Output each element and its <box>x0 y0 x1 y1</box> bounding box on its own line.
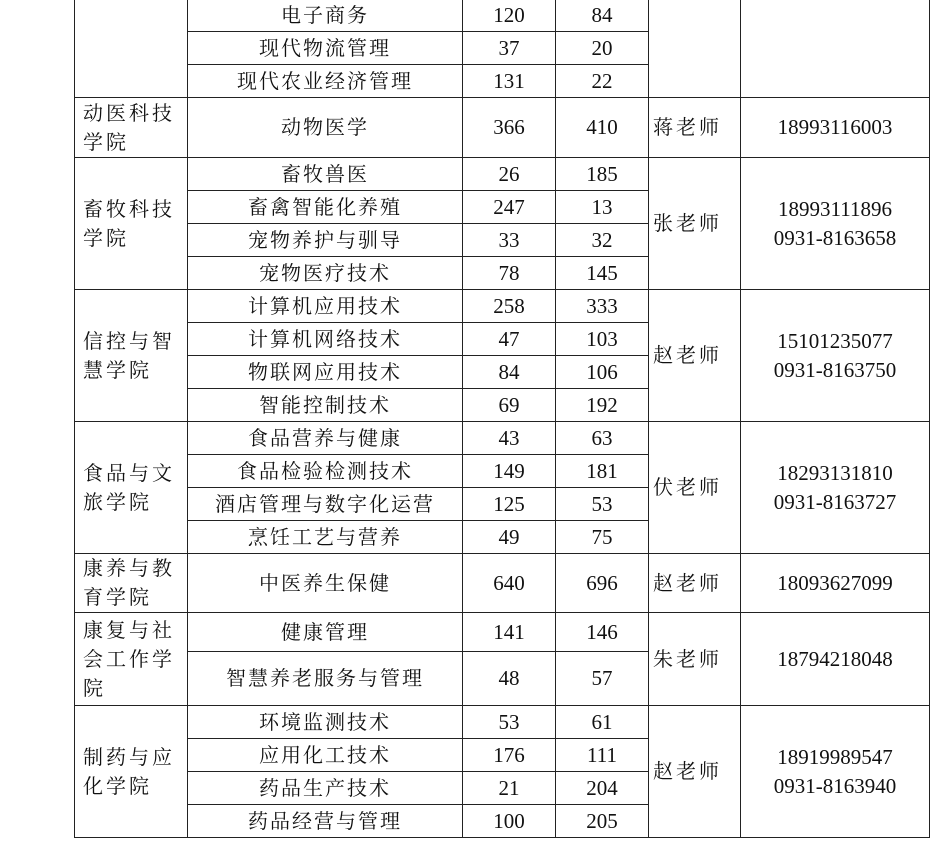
quota-cell-2: 32 <box>556 224 649 257</box>
quota-cell-2: 204 <box>556 772 649 805</box>
major-cell: 物联网应用技术 <box>188 356 463 389</box>
quota-cell-2: 181 <box>556 455 649 488</box>
table-body <box>75 0 930 838</box>
college-cell: 动医科技学院 <box>75 98 188 158</box>
quota-cell-2: 75 <box>556 521 649 554</box>
enrollment-table <box>74 0 930 838</box>
phone-cell <box>741 0 930 98</box>
phone-number: 18093627099 <box>777 570 893 595</box>
phone-number: 18919989547 <box>777 744 893 769</box>
quota-cell-2: 22 <box>556 65 649 98</box>
major-cell: 酒店管理与数字化运营 <box>188 488 463 521</box>
quota-cell-2: 111 <box>556 739 649 772</box>
contact-person-cell: 赵老师 <box>649 706 741 838</box>
phone-cell <box>741 422 930 554</box>
phone-number: 0931-8163750 <box>773 357 897 382</box>
major-cell: 烹饪工艺与营养 <box>188 521 463 554</box>
quota-cell-1: 141 <box>463 613 556 652</box>
major-cell: 现代农业经济管理 <box>188 65 463 98</box>
quota-cell-2: 410 <box>556 98 649 158</box>
quota-cell-1: 47 <box>463 323 556 356</box>
quota-cell-1: 247 <box>463 191 556 224</box>
major-cell: 药品生产技术 <box>188 772 463 805</box>
major-cell: 药品经营与管理 <box>188 805 463 838</box>
phone-number: 18993111896 <box>778 196 892 221</box>
quota-cell-2: 185 <box>556 158 649 191</box>
major-cell: 智能控制技术 <box>188 389 463 422</box>
phone-cell <box>741 706 930 838</box>
quota-cell-1: 120 <box>463 0 556 32</box>
quota-cell-1: 48 <box>463 652 556 706</box>
quota-cell-1: 26 <box>463 158 556 191</box>
quota-cell-2: 53 <box>556 488 649 521</box>
major-cell: 电子商务 <box>188 0 463 32</box>
quota-cell-1: 69 <box>463 389 556 422</box>
quota-cell-1: 366 <box>463 98 556 158</box>
quota-cell-1: 49 <box>463 521 556 554</box>
quota-cell-2: 61 <box>556 706 649 739</box>
contact-person-cell: 朱老师 <box>649 613 741 706</box>
quota-cell-1: 640 <box>463 554 556 613</box>
quota-cell-2: 103 <box>556 323 649 356</box>
major-cell: 计算机应用技术 <box>188 290 463 323</box>
quota-cell-2: 57 <box>556 652 649 706</box>
college-cell: 信控与智慧学院 <box>75 290 188 422</box>
quota-cell-2: 84 <box>556 0 649 32</box>
college-cell: 畜牧科技学院 <box>75 158 188 290</box>
quota-cell-2: 192 <box>556 389 649 422</box>
college-cell: 食品与文旅学院 <box>75 422 188 554</box>
major-cell: 应用化工技术 <box>188 739 463 772</box>
quota-cell-1: 258 <box>463 290 556 323</box>
major-cell: 动物医学 <box>188 98 463 158</box>
phone-cell <box>741 554 930 613</box>
quota-cell-1: 37 <box>463 32 556 65</box>
quota-cell-2: 333 <box>556 290 649 323</box>
table-row <box>75 422 930 455</box>
contact-person-cell: 伏老师 <box>649 422 741 554</box>
major-cell: 智慧养老服务与管理 <box>188 652 463 706</box>
major-cell: 食品营养与健康 <box>188 422 463 455</box>
quota-cell-2: 20 <box>556 32 649 65</box>
college-cell: 康养与教育学院 <box>75 554 188 613</box>
quota-cell-1: 43 <box>463 422 556 455</box>
phone-number: 18293131810 <box>777 460 893 485</box>
quota-cell-2: 205 <box>556 805 649 838</box>
quota-cell-1: 84 <box>463 356 556 389</box>
contact-person-cell: 蒋老师 <box>649 98 741 158</box>
phone-cell <box>741 613 930 706</box>
table-row <box>75 613 930 652</box>
quota-cell-1: 53 <box>463 706 556 739</box>
table-row <box>75 0 930 32</box>
college-cell: 制药与应化学院 <box>75 706 188 838</box>
phone-cell <box>741 98 930 158</box>
quota-cell-1: 176 <box>463 739 556 772</box>
contact-person-cell: 赵老师 <box>649 290 741 422</box>
quota-cell-2: 146 <box>556 613 649 652</box>
phone-number: 18993116003 <box>777 115 893 139</box>
college-cell <box>75 0 188 98</box>
quota-cell-1: 21 <box>463 772 556 805</box>
quota-cell-1: 149 <box>463 455 556 488</box>
quota-cell-1: 125 <box>463 488 556 521</box>
major-cell: 健康管理 <box>188 613 463 652</box>
quota-cell-2: 696 <box>556 554 649 613</box>
table-row <box>75 554 930 613</box>
major-cell: 食品检验检测技术 <box>188 455 463 488</box>
college-cell: 康复与社会工作学院 <box>75 613 188 706</box>
table-row <box>75 98 930 158</box>
major-cell: 现代物流管理 <box>188 32 463 65</box>
quota-cell-1: 33 <box>463 224 556 257</box>
major-cell: 畜禽智能化养殖 <box>188 191 463 224</box>
quota-cell-2: 145 <box>556 257 649 290</box>
table-row <box>75 290 930 323</box>
quota-cell-2: 13 <box>556 191 649 224</box>
major-cell: 畜牧兽医 <box>188 158 463 191</box>
quota-cell-1: 131 <box>463 65 556 98</box>
contact-person-cell: 赵老师 <box>649 554 741 613</box>
phone-cell <box>741 158 930 290</box>
phone-number: 0931-8163940 <box>773 773 897 798</box>
quota-cell-2: 106 <box>556 356 649 389</box>
major-cell: 环境监测技术 <box>188 706 463 739</box>
major-cell: 宠物养护与驯导 <box>188 224 463 257</box>
contact-person-cell <box>649 0 741 98</box>
major-cell: 计算机网络技术 <box>188 323 463 356</box>
phone-cell <box>741 290 930 422</box>
major-cell: 宠物医疗技术 <box>188 257 463 290</box>
phone-number: 18794218048 <box>777 646 893 671</box>
quota-cell-2: 63 <box>556 422 649 455</box>
quota-cell-1: 100 <box>463 805 556 838</box>
table-row <box>75 158 930 191</box>
table-row <box>75 706 930 739</box>
contact-person-cell: 张老师 <box>649 158 741 290</box>
quota-cell-1: 78 <box>463 257 556 290</box>
phone-number: 0931-8163727 <box>773 489 897 514</box>
major-cell: 中医养生保健 <box>188 554 463 613</box>
phone-number: 15101235077 <box>777 328 893 353</box>
phone-number: 0931-8163658 <box>773 225 897 250</box>
